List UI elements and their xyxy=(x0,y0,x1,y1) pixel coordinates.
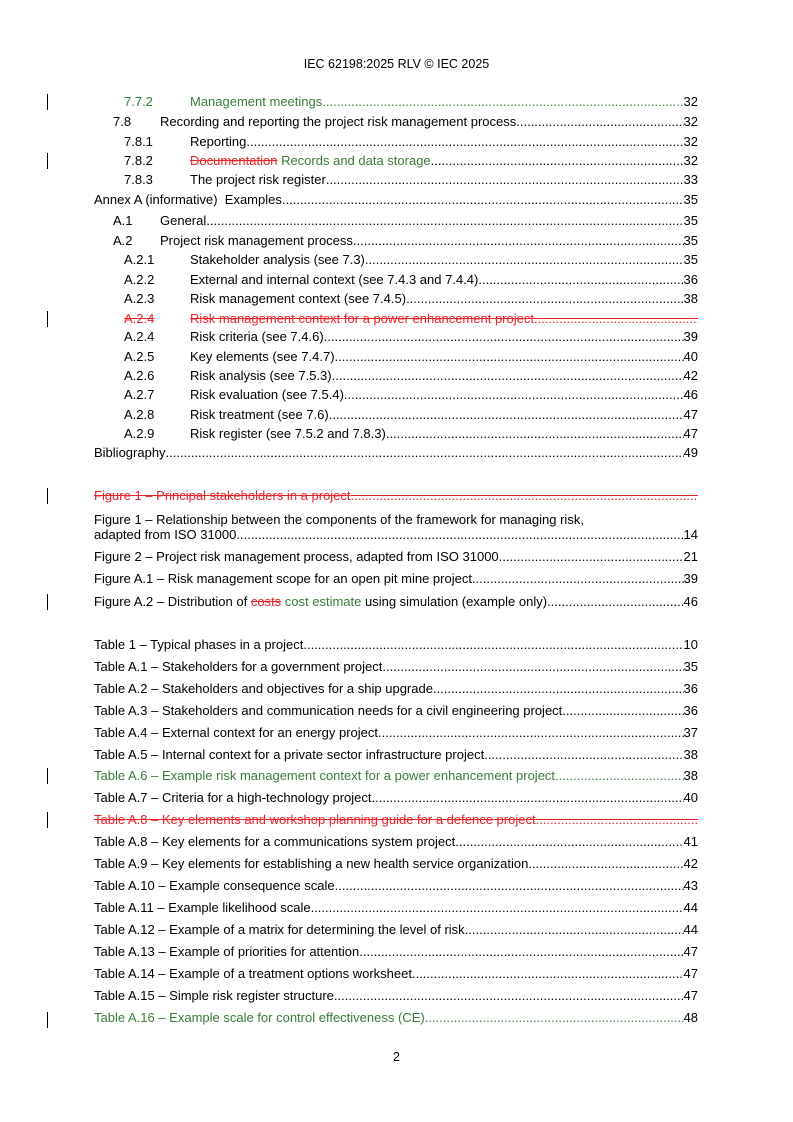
toc-entry[interactable] xyxy=(94,172,698,188)
toc-title: Risk register (see 7.5.2 and 7.8.3) xyxy=(190,426,386,441)
table-page: 48 xyxy=(683,1010,698,1025)
toc-number: A.2.8 xyxy=(124,407,155,422)
table-page: 42 xyxy=(683,856,698,871)
table-title: Table A.11 – Example likelihood scale xyxy=(94,900,311,915)
table-entry-deleted[interactable] xyxy=(94,812,698,828)
toc-title: Risk treatment (see 7.6) xyxy=(190,407,329,422)
table-entry[interactable] xyxy=(94,747,698,763)
table-title: Table A.5 – Internal context for a private sector infrastructure project xyxy=(94,747,485,762)
figure-title-tail: using simulation (example only) xyxy=(361,594,548,609)
table-page: 43 xyxy=(683,878,698,893)
toc-deleted-text: Documentation xyxy=(190,153,278,168)
toc-page: 42 xyxy=(683,368,698,383)
table-title: Table A.13 – Example of priorities for attention xyxy=(94,944,360,959)
toc-title: Risk evaluation (see 7.5.4) xyxy=(190,387,344,402)
change-bar xyxy=(47,812,48,828)
figure-entry-deleted[interactable] xyxy=(94,488,698,504)
toc-title: Project risk management process xyxy=(160,233,353,248)
figure-page: 14 xyxy=(683,527,698,542)
table-entry[interactable] xyxy=(94,900,698,916)
table-title: Table A.14 – Example of a treatment options worksheet xyxy=(94,966,412,981)
figure-title: Figure 2 – Project risk management process, adapted from ISO 31000 xyxy=(94,549,499,564)
toc-page: 35 xyxy=(683,252,698,267)
table-page: 40 xyxy=(683,790,698,805)
table-entry[interactable] xyxy=(94,725,698,741)
toc-page: 33 xyxy=(683,172,698,187)
table-entry[interactable] xyxy=(94,856,698,872)
toc-entry[interactable] xyxy=(94,114,698,130)
change-bar xyxy=(47,311,48,327)
toc-number: A.2.4 xyxy=(124,311,155,326)
toc-number: A.2.3 xyxy=(124,291,155,306)
table-page: 38 xyxy=(683,768,698,783)
toc-entry-deleted[interactable] xyxy=(94,311,698,327)
toc-title: External and internal context (see 7.4.3 and 7.4.4) xyxy=(190,272,479,287)
table-page: 47 xyxy=(683,966,698,981)
table-title: Table A.8 – Key elements for a communications system project xyxy=(94,834,456,849)
toc-entry[interactable] xyxy=(94,445,698,461)
figure-title: Figure 1 – Relationship between the components of the framework for managing risk, xyxy=(94,512,584,527)
table-page: 36 xyxy=(683,703,698,718)
toc-entry[interactable] xyxy=(94,407,698,423)
table-entry[interactable] xyxy=(94,944,698,960)
table-entry[interactable] xyxy=(94,834,698,850)
toc-title: Risk analysis (see 7.5.3) xyxy=(190,368,332,383)
figure-title: Figure 1 – Principal stakeholders in a project xyxy=(94,488,351,503)
toc-title: Reporting xyxy=(190,134,247,149)
table-title: Table A.12 – Example of a matrix for determining the level of risk xyxy=(94,922,465,937)
toc-title: Annex A (informative) Examples xyxy=(94,192,282,207)
toc-number: A.2.9 xyxy=(124,426,155,441)
toc-title: Key elements (see 7.4.7) xyxy=(190,349,335,364)
figure-page: 39 xyxy=(683,571,698,586)
toc-page: 39 xyxy=(683,329,698,344)
change-bar xyxy=(47,1012,48,1028)
toc-number: 7.7.2 xyxy=(124,94,153,109)
toc-title: Risk management context for a power enhancement project xyxy=(190,311,534,326)
change-bar xyxy=(47,488,48,504)
figure-title-continued: adapted from ISO 31000 xyxy=(94,527,237,542)
table-entry[interactable] xyxy=(94,790,698,806)
toc-number: 7.8.1 xyxy=(124,134,153,149)
toc-page: 46 xyxy=(683,387,698,402)
toc-entry[interactable] xyxy=(94,272,698,288)
figure-entry-line1[interactable] xyxy=(94,512,698,528)
figure-title: Figure A.2 – Distribution of xyxy=(94,594,251,609)
toc-page: 38 xyxy=(683,291,698,306)
toc-number: A.2.7 xyxy=(124,387,155,402)
toc-title: Records and data storage xyxy=(277,153,431,168)
figure-page: 46 xyxy=(683,594,698,609)
toc-title: Risk management context (see 7.4.5) xyxy=(190,291,407,306)
table-page: 47 xyxy=(683,944,698,959)
toc-page: 36 xyxy=(683,272,698,287)
toc-number: A.2 xyxy=(113,233,133,248)
table-entry[interactable] xyxy=(94,681,698,697)
toc-entry[interactable] xyxy=(94,252,698,268)
figure-inserted-text: cost estimate xyxy=(281,594,362,609)
toc-entry[interactable] xyxy=(94,153,698,169)
table-entry[interactable] xyxy=(94,922,698,938)
table-entry[interactable] xyxy=(94,988,698,1004)
table-entry-inserted[interactable] xyxy=(94,768,698,784)
table-page: 47 xyxy=(683,988,698,1003)
toc-page: 35 xyxy=(683,213,698,228)
toc-number: 7.8.3 xyxy=(124,172,153,187)
toc-number: A.2.4 xyxy=(124,329,155,344)
toc-page: 32 xyxy=(683,153,698,168)
toc-page: 49 xyxy=(683,445,698,460)
table-title: Table A.15 – Simple risk register structure xyxy=(94,988,334,1003)
change-bar xyxy=(47,153,48,169)
toc-page: 47 xyxy=(683,407,698,422)
toc-number: A.2.6 xyxy=(124,368,155,383)
toc-page: 32 xyxy=(683,94,698,109)
toc-page: 40 xyxy=(683,349,698,364)
toc-title: Management meetings xyxy=(190,94,323,109)
toc-title: Bibliography xyxy=(94,445,166,460)
toc-number: A.2.2 xyxy=(124,272,155,287)
toc-page: 35 xyxy=(683,192,698,207)
toc-title: Recording and reporting the project risk management process xyxy=(160,114,517,129)
table-title: Table A.9 – Key elements for establishing a new health service organization xyxy=(94,856,529,871)
table-entry[interactable] xyxy=(94,659,698,675)
table-title: Table A.4 – External context for an energy project xyxy=(94,725,379,740)
table-page: 37 xyxy=(683,725,698,740)
toc-entry[interactable] xyxy=(94,233,698,249)
table-page: 44 xyxy=(683,900,698,915)
table-title: Table A.7 – Criteria for a high-technology project xyxy=(94,790,372,805)
toc-entry[interactable] xyxy=(94,192,698,208)
table-page: 36 xyxy=(683,681,698,696)
toc-title: The project risk register xyxy=(190,172,326,187)
toc-title: General xyxy=(160,213,207,228)
toc-entry[interactable] xyxy=(94,213,698,229)
table-title: Table A.8 – Key elements and workshop planning guide for a defence project xyxy=(94,812,536,827)
figure-deleted-text: costs xyxy=(250,594,282,609)
table-page: 44 xyxy=(683,922,698,937)
toc-number: A.2.1 xyxy=(124,252,155,267)
figure-entry[interactable] xyxy=(94,549,698,565)
toc-entry[interactable] xyxy=(94,349,698,365)
table-entry[interactable] xyxy=(94,637,698,653)
table-title: Table A.1 – Stakeholders for a government project xyxy=(94,659,383,674)
table-page: 41 xyxy=(683,834,698,849)
table-title: Table A.16 – Example scale for control effectiveness (CE) xyxy=(94,1010,425,1025)
change-bar xyxy=(47,94,48,110)
figure-entry-line2[interactable] xyxy=(94,527,698,543)
table-title: Table A.3 – Stakeholders and communication needs for a civil engineering project xyxy=(94,703,563,718)
toc-entry[interactable] xyxy=(94,368,698,384)
toc-entry[interactable] xyxy=(94,329,698,345)
table-page: 35 xyxy=(683,659,698,674)
table-entry-inserted[interactable] xyxy=(94,1010,698,1026)
change-bar xyxy=(47,768,48,784)
table-page: 38 xyxy=(683,747,698,762)
toc-page: 32 xyxy=(683,114,698,129)
toc-page: 47 xyxy=(683,426,698,441)
table-title: Table A.6 – Example risk management context for a power enhancement project xyxy=(94,768,556,783)
table-title: Table A.2 – Stakeholders and objectives for a ship upgrade xyxy=(94,681,433,696)
table-entry[interactable] xyxy=(94,878,698,894)
toc-number: 7.8 xyxy=(113,114,132,129)
page-number: 2 xyxy=(393,1050,400,1064)
table-page: 10 xyxy=(683,637,698,652)
toc-title: Stakeholder analysis (see 7.3) xyxy=(190,252,365,267)
table-entry[interactable] xyxy=(94,703,698,719)
table-title: Table A.10 – Example consequence scale xyxy=(94,878,335,893)
toc-number: A.2.5 xyxy=(124,349,155,364)
toc-title: Risk criteria (see 7.4.6) xyxy=(190,329,324,344)
change-bar xyxy=(47,594,48,610)
page-header: IEC 62198:2025 RLV © IEC 2025 xyxy=(303,57,490,71)
figure-entry[interactable] xyxy=(94,571,698,587)
figure-page: 21 xyxy=(683,549,698,564)
table-title: Table 1 – Typical phases in a project xyxy=(94,637,304,652)
toc-number: A.1 xyxy=(113,213,133,228)
toc-entry[interactable] xyxy=(94,94,698,110)
toc-entry[interactable] xyxy=(94,387,698,403)
table-entry[interactable] xyxy=(94,966,698,982)
toc-page: 35 xyxy=(683,233,698,248)
toc-number: 7.8.2 xyxy=(124,153,153,168)
figure-entry[interactable] xyxy=(94,594,698,610)
toc-page: 32 xyxy=(683,134,698,149)
figure-title: Figure A.1 – Risk management scope for an open pit mine project xyxy=(94,571,472,586)
toc-entry[interactable] xyxy=(94,426,698,442)
toc-entry[interactable] xyxy=(94,291,698,307)
toc-entry[interactable] xyxy=(94,134,698,150)
